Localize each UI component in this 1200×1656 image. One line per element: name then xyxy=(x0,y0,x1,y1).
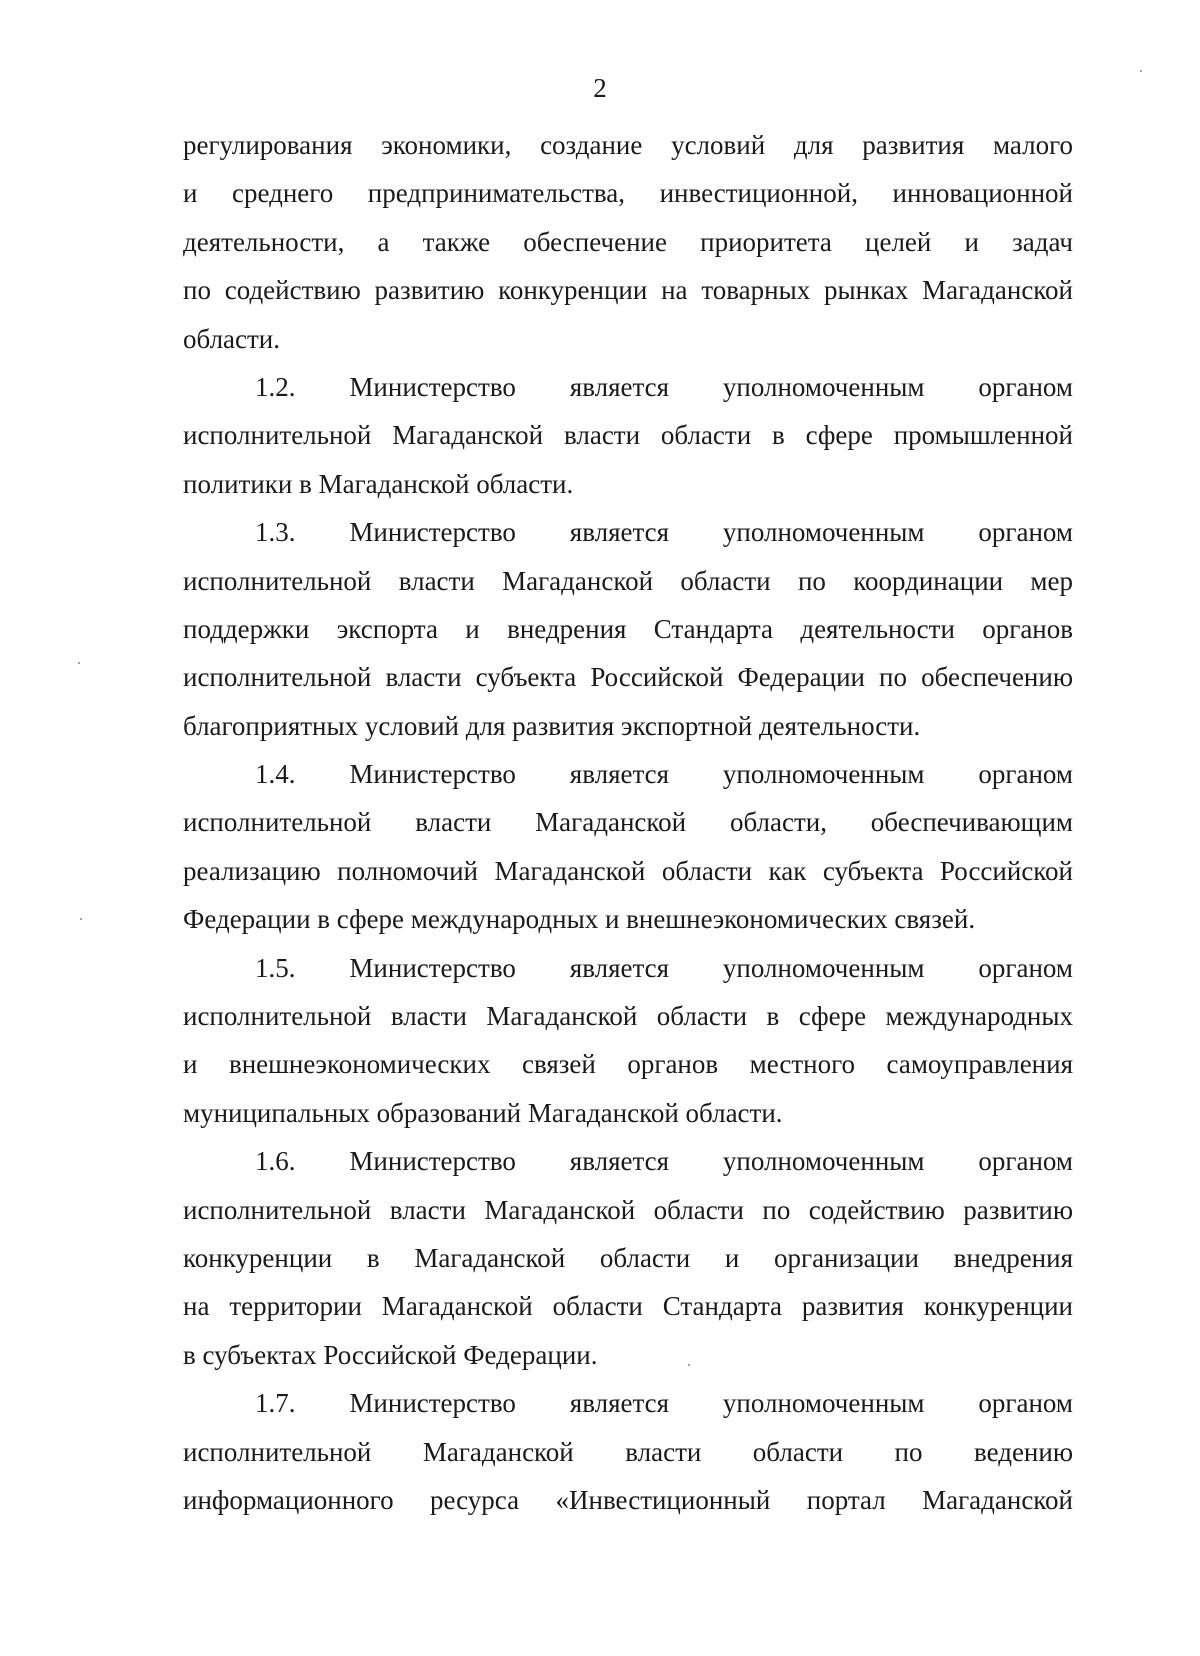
text-line: и среднего предпринимательства, инвестиционной, инновационной xyxy=(183,178,1073,209)
paragraph-1-6 xyxy=(183,1137,1073,1379)
text-line: 1.3. Министерство является уполномоченным органом xyxy=(255,517,1073,548)
text-line: исполнительной власти Магаданской области в сфере международных xyxy=(183,1001,1073,1032)
text-line: политики в Магаданской области. xyxy=(183,468,574,499)
scan-speck xyxy=(688,1364,690,1366)
text-line: исполнительной власти субъекта Российской Федерации по обеспечению xyxy=(183,662,1073,693)
paragraph-1-4 xyxy=(183,750,1073,944)
text-line: 1.4. Министерство является уполномоченным органом xyxy=(255,759,1073,790)
paragraph-1-5 xyxy=(183,944,1073,1138)
text-line: 1.5. Министерство является уполномоченным органом xyxy=(255,952,1073,983)
text-line: поддержки экспорта и внедрения Стандарта деятельности органов xyxy=(183,613,1073,644)
text-line: исполнительной власти Магаданской области, обеспечивающим xyxy=(183,807,1073,838)
text-line: исполнительной власти Магаданской области по содействию развитию xyxy=(183,1194,1073,1225)
text-line: 1.7. Министерство является уполномоченным органом xyxy=(255,1388,1073,1419)
scan-speck xyxy=(78,662,80,664)
text-line: исполнительной власти Магаданской области по координации мер xyxy=(183,565,1073,596)
text-line: на территории Магаданской области Стандарта развития конкуренции xyxy=(183,1291,1073,1322)
text-line: информационного ресурса «Инвестиционный портал Магаданской xyxy=(183,1484,1073,1515)
text-line: благоприятных условий для развития экспортной деятельности. xyxy=(183,710,921,741)
text-line: исполнительной Магаданской власти области по ведению xyxy=(183,1436,1073,1467)
text-line: и внешнеэкономических связей органов местного самоуправления xyxy=(183,1049,1073,1080)
paragraph-1-2 xyxy=(183,363,1073,508)
paragraph-continuation xyxy=(183,121,1073,363)
scan-speck xyxy=(80,918,82,920)
text-line: муниципальных образований Магаданской области. xyxy=(183,1097,783,1128)
text-line: конкуренции в Магаданской области и организации внедрения xyxy=(183,1242,1073,1273)
text-line: реализацию полномочий Магаданской области как субъекта Российской xyxy=(183,855,1073,886)
paragraph-1-3 xyxy=(183,508,1073,750)
paragraph-1-7 xyxy=(183,1379,1073,1524)
text-line: по содействию развитию конкуренции на товарных рынках Магаданской xyxy=(183,275,1073,306)
text-line: регулирования экономики, создание условий для развития малого xyxy=(183,130,1073,160)
text-line: области. xyxy=(183,323,281,354)
text-line: Федерации в сфере международных и внешнеэкономических связей. xyxy=(183,904,976,935)
text-line: 1.6. Министерство является уполномоченным органом xyxy=(255,1146,1073,1177)
text-line: исполнительной Магаданской власти области в сфере промышленной xyxy=(183,420,1073,451)
text-line: в субъектах Российской Федерации. xyxy=(183,1339,598,1370)
page-number: 2 xyxy=(593,73,607,103)
scan-speck xyxy=(1140,70,1142,72)
document-body xyxy=(183,121,1073,1524)
text-line: 1.2. Министерство является уполномоченным органом xyxy=(255,371,1073,402)
text-line: деятельности, а также обеспечение приоритета целей и задач xyxy=(183,226,1073,257)
